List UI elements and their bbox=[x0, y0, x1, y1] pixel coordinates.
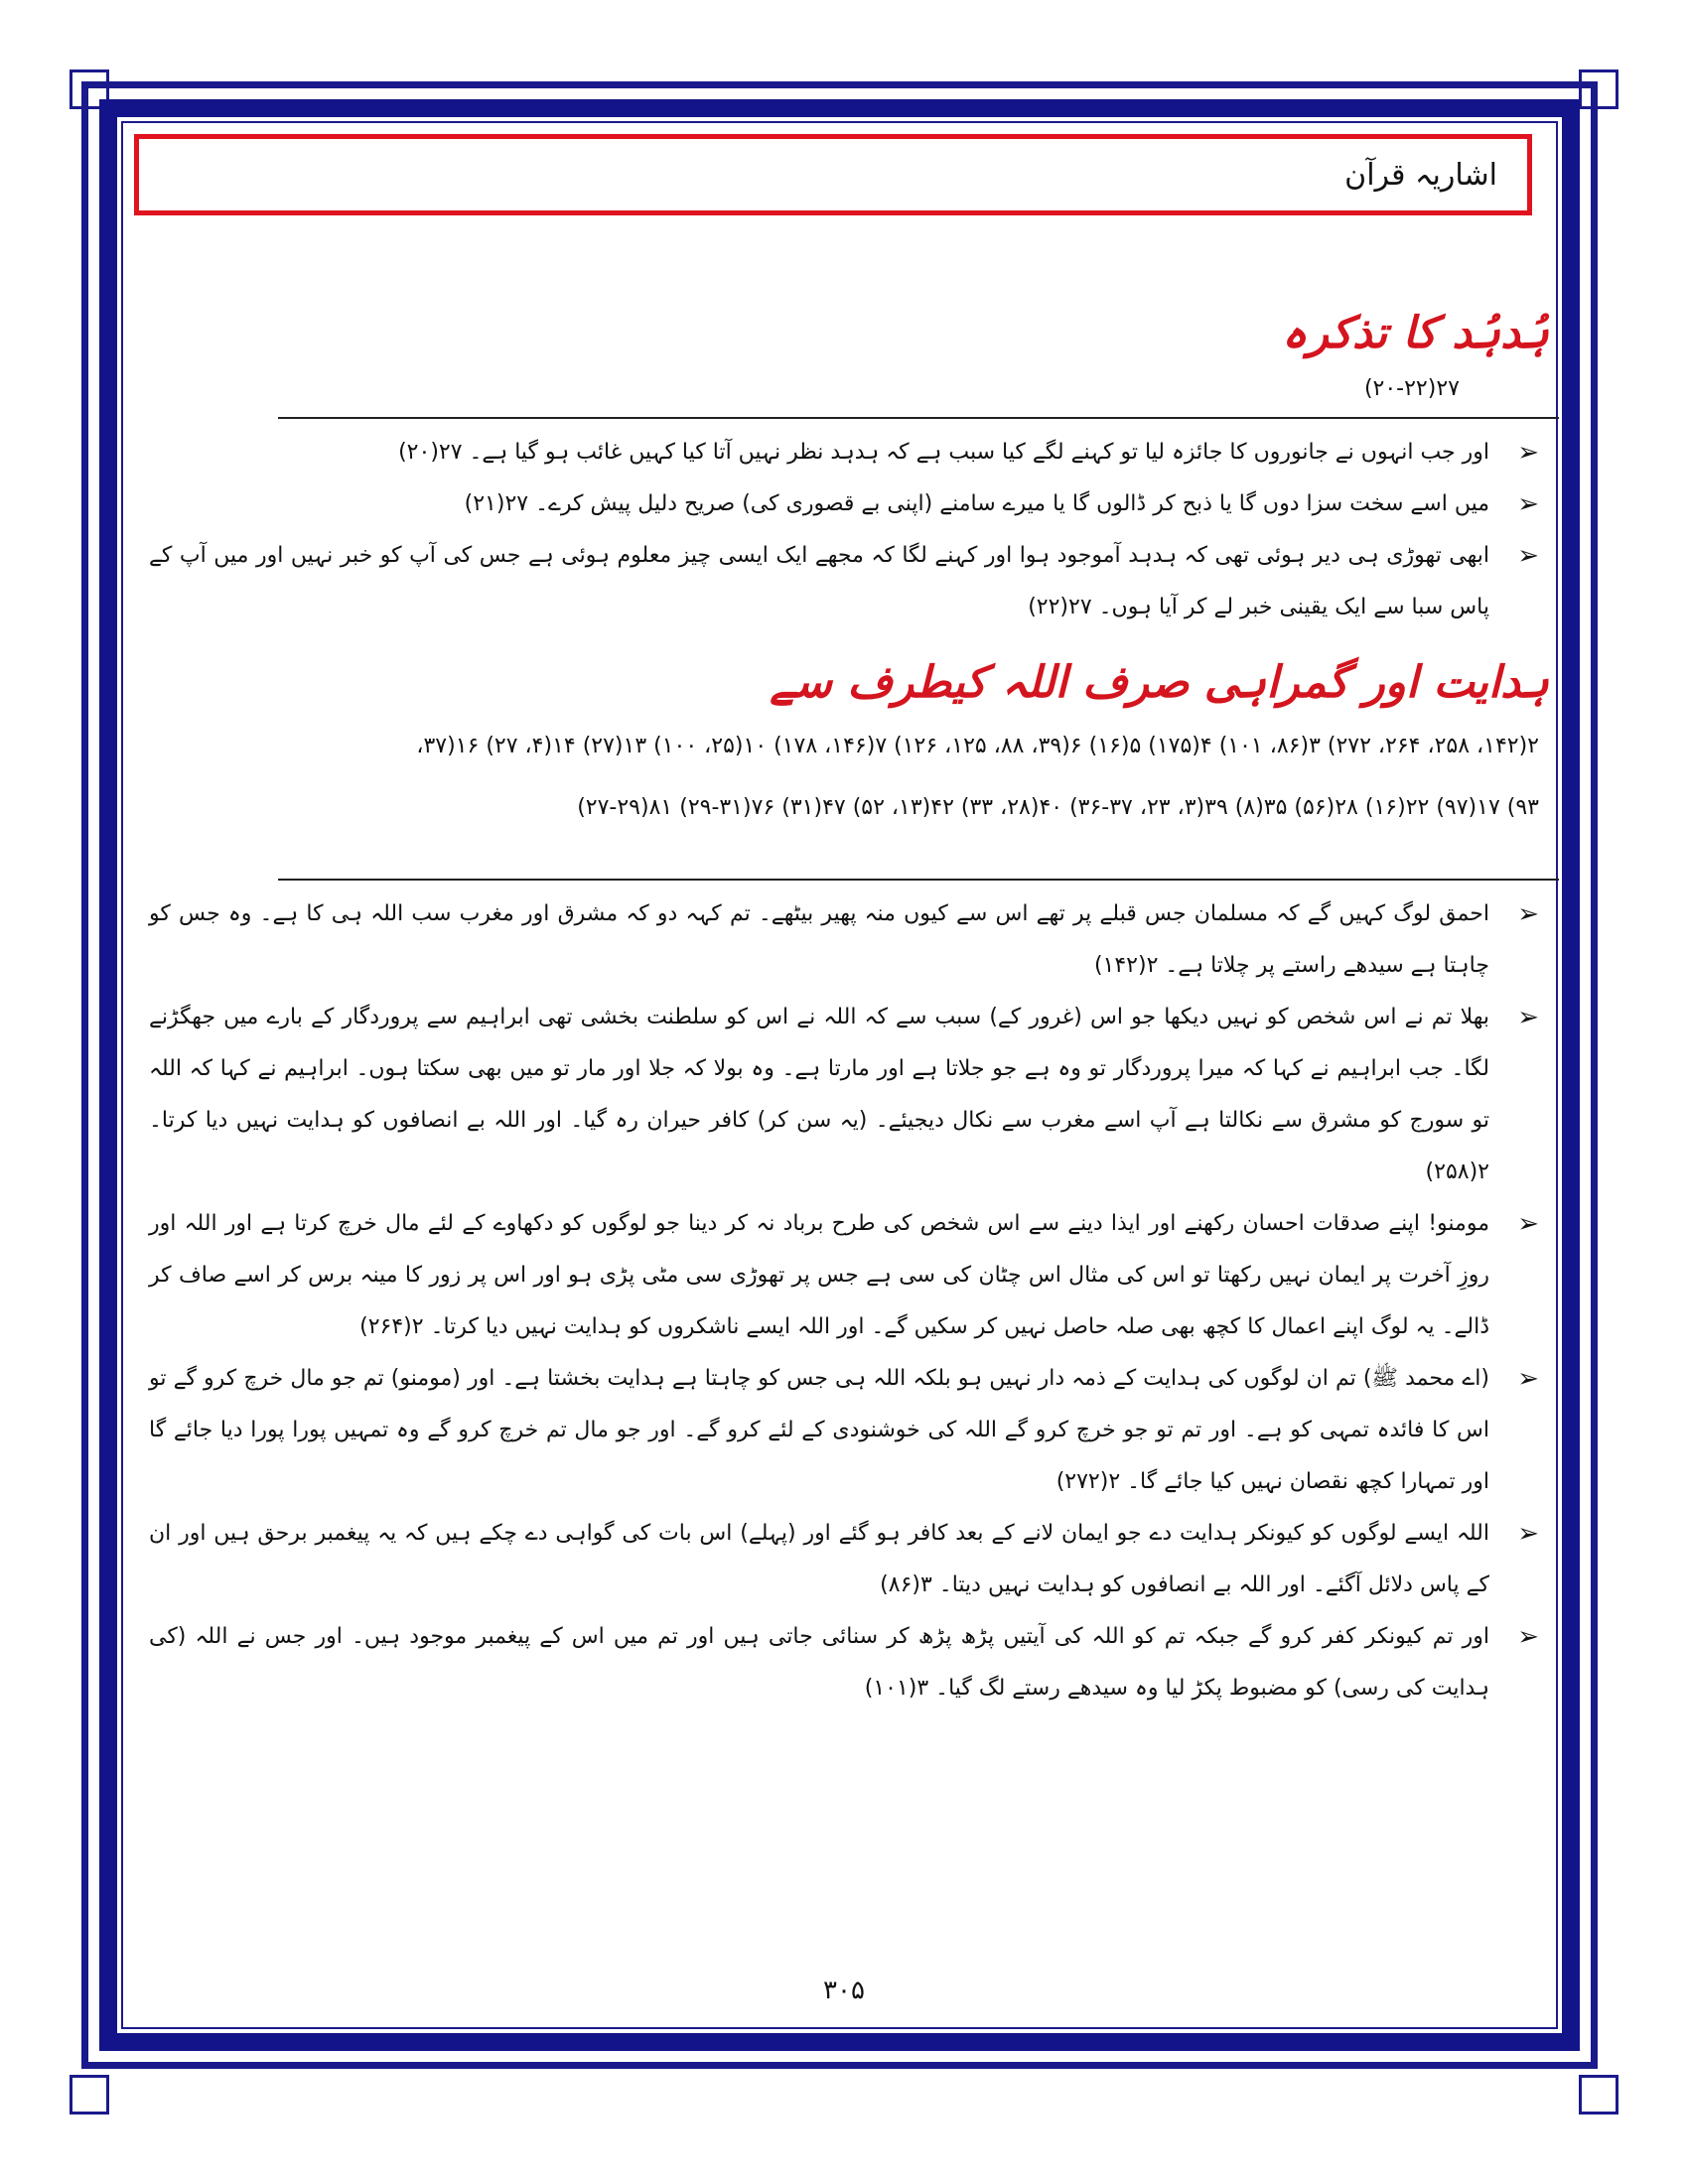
frame-corner-bottom-right bbox=[1579, 2075, 1618, 2115]
list-item bbox=[149, 992, 1559, 1198]
list-item bbox=[149, 478, 1559, 530]
divider bbox=[278, 879, 1559, 881]
list-item bbox=[149, 530, 1559, 633]
arrowhead-bullet-icon: ➢ bbox=[1517, 1622, 1539, 1652]
verse-text: ابھی تھوڑی ہی دیر ہوئی تھی کہ ہدہد آموجود ہوا اور کہنے لگا کہ مجھے ایک ایسی چیز معلوم ہوئی ہے جس کی آپ کو خبر نہیں اور میں آپ کے پاس سبا سے ایک یقینی خبر لے کر آیا ہوں۔ ۲۷(۲۲) bbox=[149, 543, 1489, 619]
arrowhead-bullet-icon: ➢ bbox=[1517, 1209, 1539, 1239]
header-box bbox=[134, 134, 1532, 215]
verse-text: (اے محمد ﷺ) تم ان لوگوں کی ہدایت کے ذمہ دار نہیں ہو بلکہ اللہ ہی جس کو چاہتا ہے ہدایت بخشتا ہے۔ اور (مومنو) تم جو مال خرچ کرو گے تو اس کا فائدہ تمہی کو ہے۔ اور تم تو جو خرچ کرو گے اللہ کی خوشنودی کے لئے کرو گے۔ اور جو مال تم خرچ کرو گے وہ تمہیں پورا پورا دیا جائے گا اور تمہارا کچھ نقصان نہیں کیا جائے گا۔ ۲(۲۷۲) bbox=[149, 1366, 1489, 1494]
arrowhead-bullet-icon: ➢ bbox=[1517, 1519, 1539, 1549]
verse-list bbox=[149, 888, 1559, 1714]
header-title: اشاریہ قرآن bbox=[1344, 157, 1497, 193]
arrowhead-bullet-icon: ➢ bbox=[1517, 438, 1539, 468]
verse-text: اللہ ایسے لوگوں کو کیونکر ہدایت دے جو ایمان لانے کے بعد کافر ہو گئے اور (پہلے) اس بات کی گواہی دے چکے ہیں کہ یہ پیغمبر برحق ہیں اور ان کے پاس دلائل آگئے۔ اور اللہ بے انصافوں کو ہدایت نہیں دیتا۔ ۳(۸۶) bbox=[149, 1521, 1489, 1597]
frame-corner-bottom-left bbox=[70, 2075, 109, 2115]
verse-text: مومنو! اپنے صدقات احسان رکھنے اور ایذا دینے سے اس شخص کی طرح برباد نہ کر دینا جو لوگوں کو دکھاوے کے لئے مال خرچ کرتا ہے اور اللہ اور روزِ آخرت پر ایمان نہیں رکھتا تو اس کی مثال اس چٹان کی سی ہے جس پر تھوڑی سی مٹی پڑی ہو اور اس پر زور کا مینہ برس کر اسے صاف کر ڈالے۔ یہ لوگ اپنے اعمال کا کچھ بھی صلہ حاصل نہیں کر سکیں گے۔ اور اللہ ایسے ناشکروں کو ہدایت نہیں دیا کرتا۔ ۲(۲۶۴) bbox=[149, 1211, 1489, 1339]
list-item bbox=[149, 427, 1559, 478]
arrowhead-bullet-icon: ➢ bbox=[1517, 1364, 1539, 1394]
list-item bbox=[149, 1508, 1559, 1611]
page-content bbox=[149, 308, 1559, 1714]
list-item bbox=[149, 888, 1559, 992]
section-hudhud bbox=[149, 308, 1559, 633]
page-number: ۳۰۵ bbox=[823, 1976, 865, 2005]
list-item bbox=[149, 1198, 1559, 1353]
list-item bbox=[149, 1353, 1559, 1508]
section-reference: ۲۷(۲۰-۲۲) bbox=[1363, 376, 1460, 401]
verse-text: میں اسے سخت سزا دوں گا یا ذبح کر ڈالوں گا یا میرے سامنے (اپنی بے قصوری کی) صریح دلیل پیش کرے۔ ۲۷(۲۱) bbox=[464, 491, 1489, 516]
divider bbox=[278, 417, 1559, 419]
arrowhead-bullet-icon: ➢ bbox=[1517, 899, 1539, 929]
verse-list bbox=[149, 427, 1559, 633]
arrowhead-bullet-icon: ➢ bbox=[1517, 541, 1539, 571]
section-guidance bbox=[149, 657, 1559, 1714]
section-heading-guidance: ہدایت اور گمراہی صرف اللہ کیطرف سے bbox=[770, 657, 1549, 708]
arrowhead-bullet-icon: ➢ bbox=[1517, 1003, 1539, 1032]
section-references-line-2: ۹۳) ۱۷(۹۷) ۲۲(۱۶) ۲۸(۵۶) ۳۵(۸) ۳۹(۳، ۲۳، ۳۶-۳۷) ۴۰(۲۸، ۳۳) ۴۲(۱۳، ۵۲) ۴۷(۳۱) ۷۶(۲۹-۳۱) ۸۱(۲۷-۲۹) bbox=[577, 795, 1539, 820]
section-references-line-1: ۲(۱۴۲، ۲۵۸، ۲۶۴، ۲۷۲) ۳(۸۶، ۱۰۱) ۴(۱۷۵) ۵(۱۶) ۶(۳۹، ۸۸، ۱۲۵، ۱۲۶) ۷(۱۴۶، ۱۷۸) ۱۰(۲۵، ۱۰۰) ۱۳(۲۷) ۱۴(۴، ۲۷) ۱۶(۳۷، bbox=[416, 734, 1539, 758]
section-heading-hudhud: ہُدہُد کا تذکرہ bbox=[1281, 308, 1549, 358]
list-item bbox=[149, 1611, 1559, 1714]
verse-text: اور تم کیونکر کفر کرو گے جبکہ تم کو اللہ کی آیتیں پڑھ پڑھ کر سنائی جاتی ہیں اور تم میں اس کے پیغمبر موجود ہیں۔ اور جس نے اللہ (کی ہدایت کی رسی) کو مضبوط پکڑ لیا وہ سیدھے رستے لگ گیا۔ ۳(۱۰۱) bbox=[149, 1624, 1489, 1701]
verse-text: بھلا تم نے اس شخص کو نہیں دیکھا جو اس (غرور کے) سبب سے کہ اللہ نے اس کو سلطنت بخشی تھی ابراہیم سے پروردگار کے بارے میں جھگڑنے لگا۔ جب ابراہیم نے کہا کہ میرا پروردگار تو وہ ہے جو جلاتا ہے اور مارتا ہے۔ وہ بولا کہ جلا اور مار تو میں بھی سکتا ہوں۔ ابراہیم نے کہا کہ اللہ تو سورج کو مشرق سے نکالتا ہے آپ اسے مغرب سے نکال دیجیئے۔ (یہ سن کر) کافر حیران رہ گیا۔ اور اللہ بے انصافوں کو ہدایت نہیں دیا کرتا۔ ۲(۲۵۸) bbox=[149, 1005, 1489, 1184]
verse-text: احمق لوگ کہیں گے کہ مسلمان جس قبلے پر تھے اس سے کیوں منہ پھیر بیٹھے۔ تم کہہ دو کہ مشرق اور مغرب سب اللہ ہی کا ہے۔ وہ جس کو چاہتا ہے سیدھے راستے پر چلاتا ہے۔ ۲(۱۴۲) bbox=[149, 901, 1489, 978]
verse-text: اور جب انہوں نے جانوروں کا جائزہ لیا تو کہنے لگے کیا سبب ہے کہ ہدہد نظر نہیں آتا کیا کہیں غائب ہو گیا ہے۔ ۲۷(۲۰) bbox=[398, 440, 1489, 465]
arrowhead-bullet-icon: ➢ bbox=[1517, 489, 1539, 519]
